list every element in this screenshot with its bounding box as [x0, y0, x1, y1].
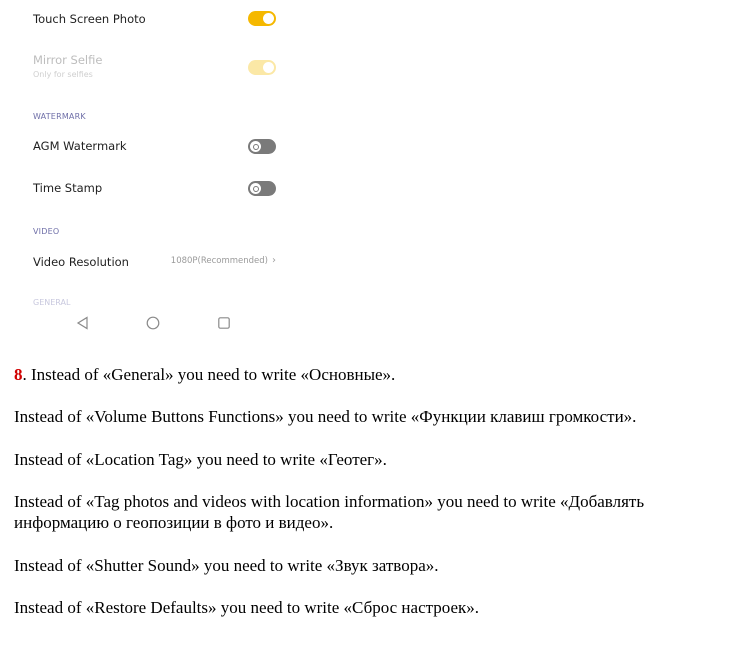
time-stamp-toggle[interactable]: [248, 181, 276, 196]
setting-mirror-selfie: [33, 53, 276, 79]
toggle-knob: [263, 13, 274, 24]
instruction-line-2: Instead of «Volume Buttons Functions» you need to write «Функции клавиш громкости».: [14, 407, 637, 426]
recents-icon[interactable]: [217, 316, 231, 330]
setting-time-stamp[interactable]: [33, 181, 276, 195]
chevron-right-icon: ›: [272, 255, 276, 266]
setting-label: Video Resolution: [33, 255, 129, 269]
agm-watermark-toggle[interactable]: [248, 139, 276, 154]
setting-label: AGM Watermark: [33, 139, 127, 153]
setting-touch-screen-photo[interactable]: [33, 12, 276, 26]
instruction-line-1: [14, 364, 731, 385]
toggle-knob: [250, 183, 261, 194]
instruction-line-4: Instead of «Tag photos and videos with location information» you need to write «Добавлять информацию о геопозиции в фото и видео».: [14, 492, 645, 532]
setting-label: Touch Screen Photo: [33, 12, 146, 26]
system-navigation-bar: [14, 306, 290, 340]
instruction-text: . Instead of «General» you need to write «Основные».: [22, 365, 396, 384]
instruction-line-6: Instead of «Restore Defaults» you need to write «Сброс настроек».: [14, 598, 480, 617]
phone-screenshot: [14, 0, 290, 345]
toggle-knob: [250, 141, 261, 152]
toggle-knob: [263, 62, 274, 73]
setting-label: Time Stamp: [33, 181, 103, 195]
setting-agm-watermark[interactable]: [33, 139, 276, 153]
touch-screen-photo-toggle[interactable]: [248, 11, 276, 26]
setting-sublabel: Only for selfies: [33, 70, 93, 79]
home-icon[interactable]: [146, 316, 160, 330]
back-icon[interactable]: [76, 316, 90, 330]
section-header-watermark: WATERMARK: [33, 112, 86, 121]
video-resolution-value[interactable]: [171, 255, 276, 266]
item-number: 8: [14, 365, 23, 384]
instruction-line-5: Instead of «Shutter Sound» you need to write «Звук затвора».: [14, 556, 439, 575]
setting-label: Mirror Selfie: [33, 53, 103, 67]
section-header-video: VIDEO: [33, 227, 60, 236]
section-header-general-cut: GENERAL: [33, 298, 71, 307]
instruction-line-3: Instead of «Location Tag» you need to write «Геотег».: [14, 450, 387, 469]
video-resolution-value-text: 1080P(Recommended): [170, 256, 268, 266]
mirror-selfie-toggle: [248, 60, 276, 75]
